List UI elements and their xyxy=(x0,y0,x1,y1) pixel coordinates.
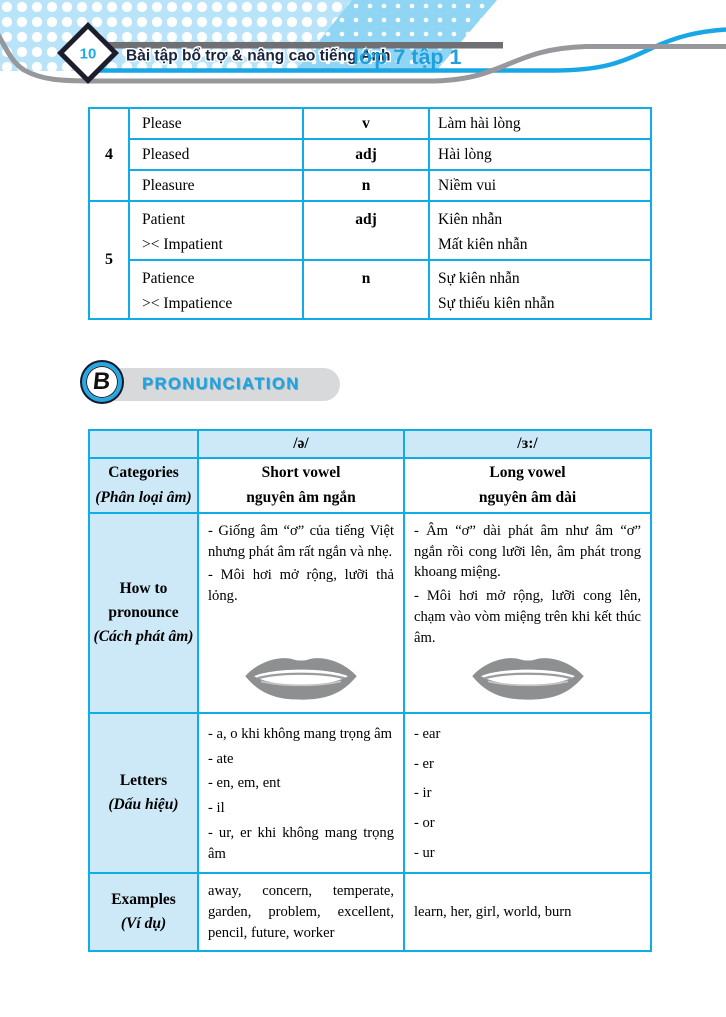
pos-cell: adj xyxy=(303,201,429,260)
table-row xyxy=(89,201,651,260)
example-words: learn, her, girl, world, burn xyxy=(414,904,572,921)
how-to-pronounce-row xyxy=(89,513,651,713)
examples-row xyxy=(89,873,651,951)
bullet: - Môi hơi mở rộng, lưỡi thả lỏng. xyxy=(208,567,394,605)
section-title-pill xyxy=(98,368,340,401)
categories-row xyxy=(89,458,651,513)
meaning-line: Kiên nhẫn xyxy=(438,211,503,228)
word-cell xyxy=(129,201,303,260)
long-er-howto-cell xyxy=(404,513,651,713)
meaning-cell xyxy=(429,201,651,260)
section-letter-badge xyxy=(82,362,122,402)
table-row xyxy=(89,139,651,170)
examples-label-cell xyxy=(89,873,198,951)
letters-row xyxy=(89,713,651,873)
antonym-line: >< Impatience xyxy=(142,295,233,312)
letter-pattern: - il xyxy=(208,800,225,817)
book-edition: lớp 7 tập 1 xyxy=(353,45,462,69)
schwa-howto-cell xyxy=(198,513,404,713)
word-cell: Pleasure xyxy=(129,170,303,201)
pos-cell: v xyxy=(303,108,429,139)
schwa-category-cell xyxy=(198,458,404,513)
mouth-schwa-icon xyxy=(239,650,363,704)
how-to-label-cell xyxy=(89,513,198,713)
pos-cell: adj xyxy=(303,139,429,170)
table-row xyxy=(89,260,651,319)
letter-pattern: - ir xyxy=(414,785,432,802)
category-line: Long vowel xyxy=(489,463,566,481)
meaning-cell xyxy=(429,260,651,319)
bullet: - Giống âm “ơ” của tiếng Việt nhưng phát âm rất ngắn và nhẹ. xyxy=(208,523,394,560)
word-cell: Pleased xyxy=(129,139,303,170)
long-er-header: /ɜ:/ xyxy=(404,430,651,458)
schwa-letters-cell xyxy=(198,713,404,873)
letter-pattern: - ur, er khi không mang trọng âm xyxy=(208,824,394,862)
example-words: away, concern, temperate, garden, problem, excellent, pencil, future, worker xyxy=(208,883,394,941)
letter-pattern: - ur xyxy=(414,844,435,861)
page-number: 10 xyxy=(79,45,97,63)
corner-cell xyxy=(89,430,198,458)
letter-pattern: - a, o khi không mang trọng âm xyxy=(208,726,393,742)
table-row xyxy=(89,108,651,139)
letters-label-cell xyxy=(89,713,198,873)
section-title: PRONUNCIATION xyxy=(142,375,300,393)
row-label-vi: (Phân loại âm) xyxy=(95,488,192,506)
bullet: - Môi hơi mở rộng, lưỡi cong lên, chạm vào vòm miệng trên khi kết thúc âm. xyxy=(414,588,641,646)
category-line: Short vowel xyxy=(261,463,341,481)
row-label-vi: (Dấu hiệu) xyxy=(108,796,179,814)
category-line: nguyên âm dài xyxy=(478,488,577,506)
row-label: How to xyxy=(119,579,168,597)
table-row xyxy=(89,170,651,201)
long-er-examples-cell xyxy=(404,873,651,951)
row-label: Categories xyxy=(108,464,179,482)
meaning-cell: Hài lòng xyxy=(429,139,651,170)
meaning-cell: Niềm vui xyxy=(429,170,651,201)
row-label: Examples xyxy=(111,891,176,909)
word-line: Patience xyxy=(142,270,195,287)
long-er-category-cell xyxy=(404,458,651,513)
letter-pattern: - ear xyxy=(414,726,441,742)
table-header-row xyxy=(89,430,651,458)
meaning-line: Mất kiên nhẫn xyxy=(438,236,528,253)
letter-pattern: - er xyxy=(414,755,434,772)
entry-number: 5 xyxy=(89,201,129,319)
entry-number: 4 xyxy=(89,108,129,201)
vocabulary-table xyxy=(88,107,652,320)
pos-cell: n xyxy=(303,260,429,319)
antonym-line: >< Impatient xyxy=(142,236,223,253)
letter-pattern: - en, em, ent xyxy=(208,775,281,792)
schwa-header: /ə/ xyxy=(198,430,404,458)
bullet: - Âm “ơ” dài phát âm như âm “ơ” ngắn rồi cong lưỡi lên, âm phát trong khoang miệng. xyxy=(414,523,641,581)
row-label: Letters xyxy=(119,772,168,790)
meaning-line: Sự kiên nhẫn xyxy=(438,270,520,287)
letter-pattern: - ate xyxy=(208,750,234,767)
letter-pattern: - or xyxy=(414,815,435,832)
word-cell xyxy=(129,260,303,319)
mouth-long-er-icon xyxy=(466,650,590,704)
row-label-vi: (Cách phát âm) xyxy=(93,628,194,645)
schwa-examples-cell xyxy=(198,873,404,951)
pronunciation-table xyxy=(88,429,652,952)
row-label: pronounce xyxy=(108,603,179,621)
word-line: Patient xyxy=(142,211,186,228)
book-title: Bài tập bổ trợ & nâng cao tiếng Anh xyxy=(126,47,391,65)
long-er-letters-cell xyxy=(404,713,651,873)
category-line: nguyên âm ngắn xyxy=(246,488,356,506)
pos-cell: n xyxy=(303,170,429,201)
meaning-cell: Làm hài lòng xyxy=(429,108,651,139)
meaning-line: Sự thiếu kiên nhẫn xyxy=(438,295,555,312)
word-cell: Please xyxy=(129,108,303,139)
categories-label-cell xyxy=(89,458,198,513)
row-label-vi: (Ví dụ) xyxy=(120,915,167,933)
section-letter: B xyxy=(91,368,113,395)
